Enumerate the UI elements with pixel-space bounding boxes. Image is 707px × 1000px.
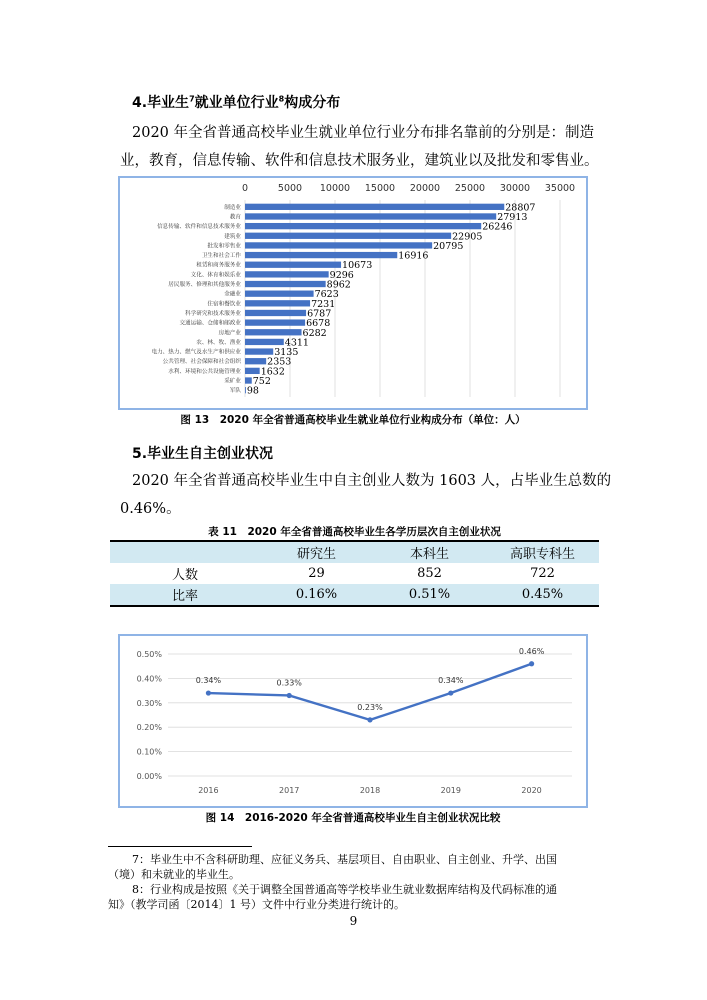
footnote-ref-7[interactable]: 7	[189, 94, 195, 104]
data-label: 9296	[329, 269, 354, 281]
data-label: 16916	[398, 250, 429, 262]
x-tick-label: 2016	[198, 786, 219, 795]
x-tick-label: 2017	[279, 786, 300, 795]
data-label: 7231	[311, 298, 336, 310]
table-cell: 比率	[110, 584, 260, 606]
x-tick-label: 2018	[359, 786, 381, 795]
bar	[245, 281, 326, 287]
startup-line-chart	[120, 636, 586, 806]
bar	[245, 348, 273, 354]
bar	[245, 252, 397, 258]
data-label: 7623	[314, 289, 339, 301]
data-point	[448, 690, 453, 695]
category-label: 信息传输、软件和信息技术服务业	[157, 224, 241, 231]
table-cell: 0.51%	[373, 584, 486, 606]
data-label: 2353	[267, 356, 292, 368]
bar	[245, 387, 246, 393]
x-tick-label: 35000	[544, 183, 576, 194]
category-label: 文化、体育和娱乐业	[190, 272, 241, 279]
table-cell: 0.16%	[260, 584, 373, 606]
bar	[245, 358, 266, 364]
data-label: 1632	[260, 366, 285, 378]
table-header-cell: 本科生	[373, 541, 486, 563]
category-label: 金融业	[224, 291, 241, 298]
footnote-7-line: 7：毕业生中不含科研助理、应征义务兵、基层项目、自由职业、自主创业、升学、出国	[132, 853, 557, 866]
page-number: 9	[349, 914, 358, 928]
category-label: 教育	[229, 214, 241, 221]
x-tick-label: 20000	[409, 183, 441, 194]
data-label: 0.33%	[276, 678, 302, 688]
x-tick-label: 10000	[319, 183, 351, 194]
bar	[245, 204, 504, 210]
industry-bar-chart-frame	[118, 176, 588, 410]
bar	[245, 310, 306, 316]
y-tick-label: 0.40%	[136, 674, 162, 684]
x-tick-label: 2019	[440, 786, 461, 795]
data-label: 26246	[482, 221, 513, 233]
y-tick-label: 0.10%	[136, 747, 162, 757]
category-label: 卫生和社会工作	[201, 253, 241, 260]
x-tick-label: 15000	[364, 183, 396, 194]
table-11	[110, 540, 599, 607]
bar	[245, 319, 305, 325]
table-11-caption: 表 11 2020 年全省普通高校毕业生各学历层次自主创业状况	[208, 526, 501, 538]
y-tick-label: 0.00%	[136, 772, 162, 781]
data-label: 0.46%	[518, 646, 545, 656]
bar	[245, 291, 314, 297]
paragraph-line: 2020 年全省普通高校毕业生中自主创业人数为 1603 人，占毕业生总数的	[132, 473, 612, 489]
bar	[245, 300, 310, 306]
bar	[245, 223, 481, 229]
data-point	[287, 693, 292, 698]
data-label: 0.34%	[438, 676, 464, 686]
data-label: 3135	[274, 347, 299, 359]
section-5-heading: 5.毕业生自主创业状况	[132, 446, 274, 462]
data-point	[529, 661, 534, 666]
x-tick-label: 2020	[521, 786, 542, 795]
category-label: 采矿业	[224, 378, 241, 385]
y-tick-label: 0.20%	[136, 723, 162, 733]
category-label: 租赁和商务服务业	[196, 262, 241, 269]
category-label: 军队	[229, 388, 241, 395]
figure-14-caption: 图 14 2016-2020 年全省普通高校毕业生自主创业状况比较	[205, 812, 501, 824]
x-tick-label: 5000	[277, 183, 303, 194]
data-label: 0.34%	[195, 676, 222, 686]
data-label: 27913	[497, 211, 528, 223]
table-cell: 722	[530, 566, 555, 581]
data-point	[367, 717, 372, 722]
category-label: 建筑业	[224, 233, 241, 240]
footnote-8-line: 8：行业构成是按照《关于调整全国普通高等学校毕业生就业数据库结构及代码标准的通	[132, 883, 557, 896]
y-tick-label: 0.50%	[136, 650, 162, 659]
industry-bar-chart	[120, 178, 586, 408]
footnote-ref-8[interactable]: 8	[278, 94, 285, 104]
data-label: 28807	[505, 202, 536, 214]
bar	[245, 368, 260, 374]
data-label: 20795	[433, 240, 464, 252]
data-label: 4311	[284, 337, 309, 349]
category-label: 居民服务、修理和其他服务业	[168, 282, 241, 289]
bar	[245, 377, 252, 383]
bar	[245, 233, 451, 239]
footnotes	[108, 852, 598, 912]
paragraph-line: 0.46%。	[120, 501, 181, 517]
bar	[245, 329, 302, 335]
x-tick-label: 0	[241, 183, 249, 194]
category-label: 制造业	[224, 204, 241, 211]
bar	[245, 242, 432, 248]
category-label: 农、林、牧、渔业	[196, 339, 241, 346]
paragraph-line: 业，教育，信息传输、软件和信息技术服务业，建筑业以及批发和零售业。	[120, 153, 599, 169]
heading-part: 构成分布	[284, 95, 341, 111]
category-label: 住宿和餐饮业	[207, 301, 241, 308]
data-label: 6678	[306, 318, 331, 330]
section-4-heading	[132, 92, 340, 112]
table-row	[110, 563, 599, 584]
heading-part: 就业单位行业	[194, 95, 279, 111]
table-header-row	[110, 541, 599, 563]
category-label: 水利、环境和公共设施管理业	[168, 368, 241, 375]
figure-13-caption: 图 13 2020 年全省普通高校毕业生就业单位行业构成分布（单位：人）	[180, 414, 526, 426]
section-5-paragraph	[120, 467, 612, 523]
bar	[245, 262, 341, 268]
table-row	[110, 584, 599, 606]
data-label: 98	[246, 385, 259, 397]
data-label: 10673	[342, 260, 373, 272]
table-header-cell	[110, 541, 260, 563]
category-label: 批发和零售业	[207, 243, 241, 250]
category-label: 交通运输、仓储和邮政业	[179, 320, 241, 327]
table-header-cell: 高职专科生	[486, 541, 599, 563]
section-4-paragraph	[120, 119, 599, 175]
table-cell: 0.45%	[486, 584, 599, 606]
bar	[245, 339, 284, 345]
data-point	[206, 690, 211, 695]
data-label: 6282	[302, 327, 327, 339]
footnote-divider	[108, 846, 252, 847]
table-cell: 人数	[171, 568, 198, 583]
y-tick-label: 0.30%	[136, 698, 162, 708]
data-label: 8962	[326, 279, 351, 291]
table-11-wrap	[110, 540, 599, 607]
table-cell: 852	[417, 566, 442, 581]
table-cell: 29	[308, 566, 325, 581]
startup-line-chart-frame	[118, 634, 588, 808]
footnote-7-line: （境）和未就业的毕业生。	[108, 868, 240, 881]
bar	[245, 213, 496, 219]
data-label: 6787	[307, 308, 332, 320]
table-header-cell: 研究生	[260, 541, 373, 563]
data-label: 752	[252, 376, 271, 388]
category-label: 房地产业	[218, 330, 241, 337]
bar	[245, 271, 329, 277]
heading-part: 4.毕业生	[132, 95, 190, 111]
footnote-8-line: 知》（教学司函〔2014〕1 号）文件中行业分类进行统计的。	[108, 898, 405, 911]
paragraph-line: 2020 年全省普通高校毕业生就业单位行业分布排名靠前的分别是：制造	[132, 125, 595, 141]
x-tick-label: 30000	[499, 183, 531, 194]
x-tick-label: 25000	[454, 183, 486, 194]
category-label: 电力、热力、燃气及水生产和供应业	[151, 349, 241, 356]
data-label: 0.23%	[357, 702, 383, 712]
category-label: 科学研究和技术服务业	[185, 310, 241, 317]
category-label: 公共管理、社会保障和社会组织	[162, 359, 241, 366]
data-label: 22905	[452, 231, 483, 243]
